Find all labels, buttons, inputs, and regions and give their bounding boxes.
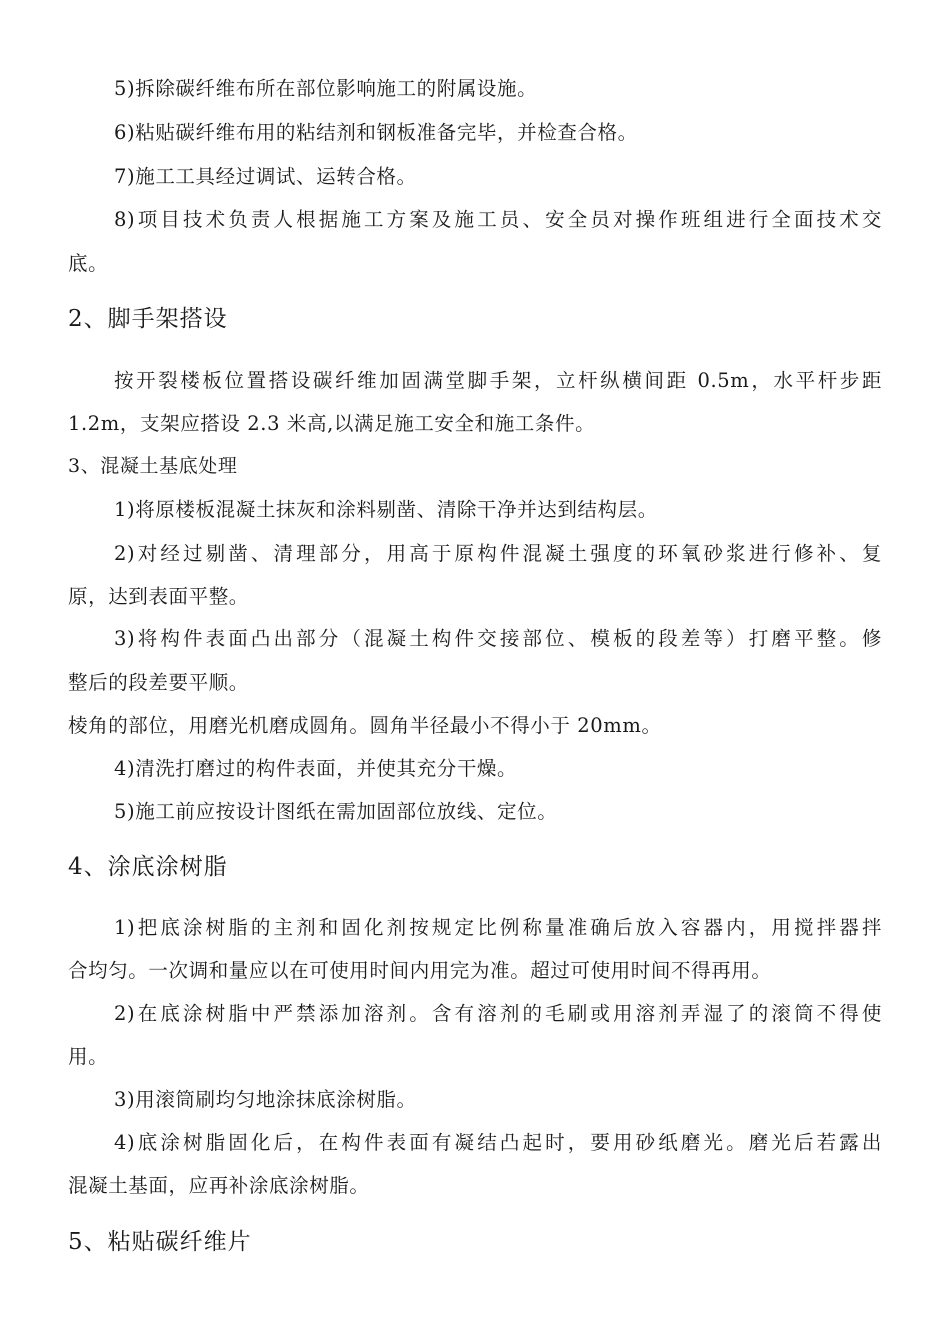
list-item: 5)拆除碳纤维布所在部位影响施工的附属设施。 <box>114 77 538 100</box>
list-item: 2)在底涂树脂中严禁添加溶剂。含有溶剂的毛刷或用溶剂弄湿了的滚筒不得使 <box>114 1002 882 1025</box>
list-item-continuation: 底。 <box>68 252 109 275</box>
list-item: 6)粘贴碳纤维布用的粘结剂和钢板准备完毕，并检查合格。 <box>114 121 638 144</box>
list-item-continuation: 整后的段差要平顺。 <box>68 671 249 694</box>
list-item: 4)底涂树脂固化后，在构件表面有凝结凸起时，要用砂纸磨光。磨光后若露出 <box>114 1131 882 1154</box>
list-item-continuation: 用。 <box>68 1045 109 1068</box>
paragraph: 棱角的部位，用磨光机磨成圆角。圆角半径最小不得小于 20mm。 <box>68 714 662 737</box>
section-heading: 3、混凝土基底处理 <box>68 455 238 477</box>
list-item: 1)把底涂树脂的主剂和固化剂按规定比例称量准确后放入容器内，用搅拌器拌 <box>114 916 882 939</box>
list-item: 7)施工工具经过调试、运转合格。 <box>114 165 417 188</box>
list-item: 3)将构件表面凸出部分（混凝土构件交接部位、模板的段差等）打磨平整。修 <box>114 627 882 650</box>
list-item: 2)对经过剔凿、清理部分，用高于原构件混凝土强度的环氧砂浆进行修补、复 <box>114 542 882 565</box>
list-item-continuation: 混凝土基面，应再补涂底涂树脂。 <box>68 1174 370 1197</box>
list-item: 4)清洗打磨过的构件表面，并使其充分干燥。 <box>114 757 518 780</box>
paragraph: 按开裂楼板位置搭设碳纤维加固满堂脚手架，立杆纵横间距 0.5m，水平杆步距 <box>114 369 882 392</box>
list-item: 3)用滚筒刷均匀地涂抹底涂树脂。 <box>114 1088 417 1111</box>
list-item-continuation: 合均匀。一次调和量应以在可使用时间内用完为准。超过可使用时间不得再用。 <box>68 959 772 982</box>
paragraph-continuation: 1.2m，支架应搭设 2.3 米高,以满足施工安全和施工条件。 <box>68 412 596 435</box>
list-item-continuation: 原，达到表面平整。 <box>68 585 249 608</box>
list-item: 5)施工前应按设计图纸在需加固部位放线、定位。 <box>114 800 558 823</box>
section-heading: 4、涂底涂树脂 <box>68 854 228 880</box>
section-heading: 5、粘贴碳纤维片 <box>68 1229 252 1255</box>
section-heading: 2、脚手架搭设 <box>68 306 228 332</box>
list-item: 8)项目技术负责人根据施工方案及施工员、安全员对操作班组进行全面技术交 <box>114 208 882 231</box>
list-item: 1)将原楼板混凝土抹灰和涂料剔凿、清除干净并达到结构层。 <box>114 498 658 521</box>
